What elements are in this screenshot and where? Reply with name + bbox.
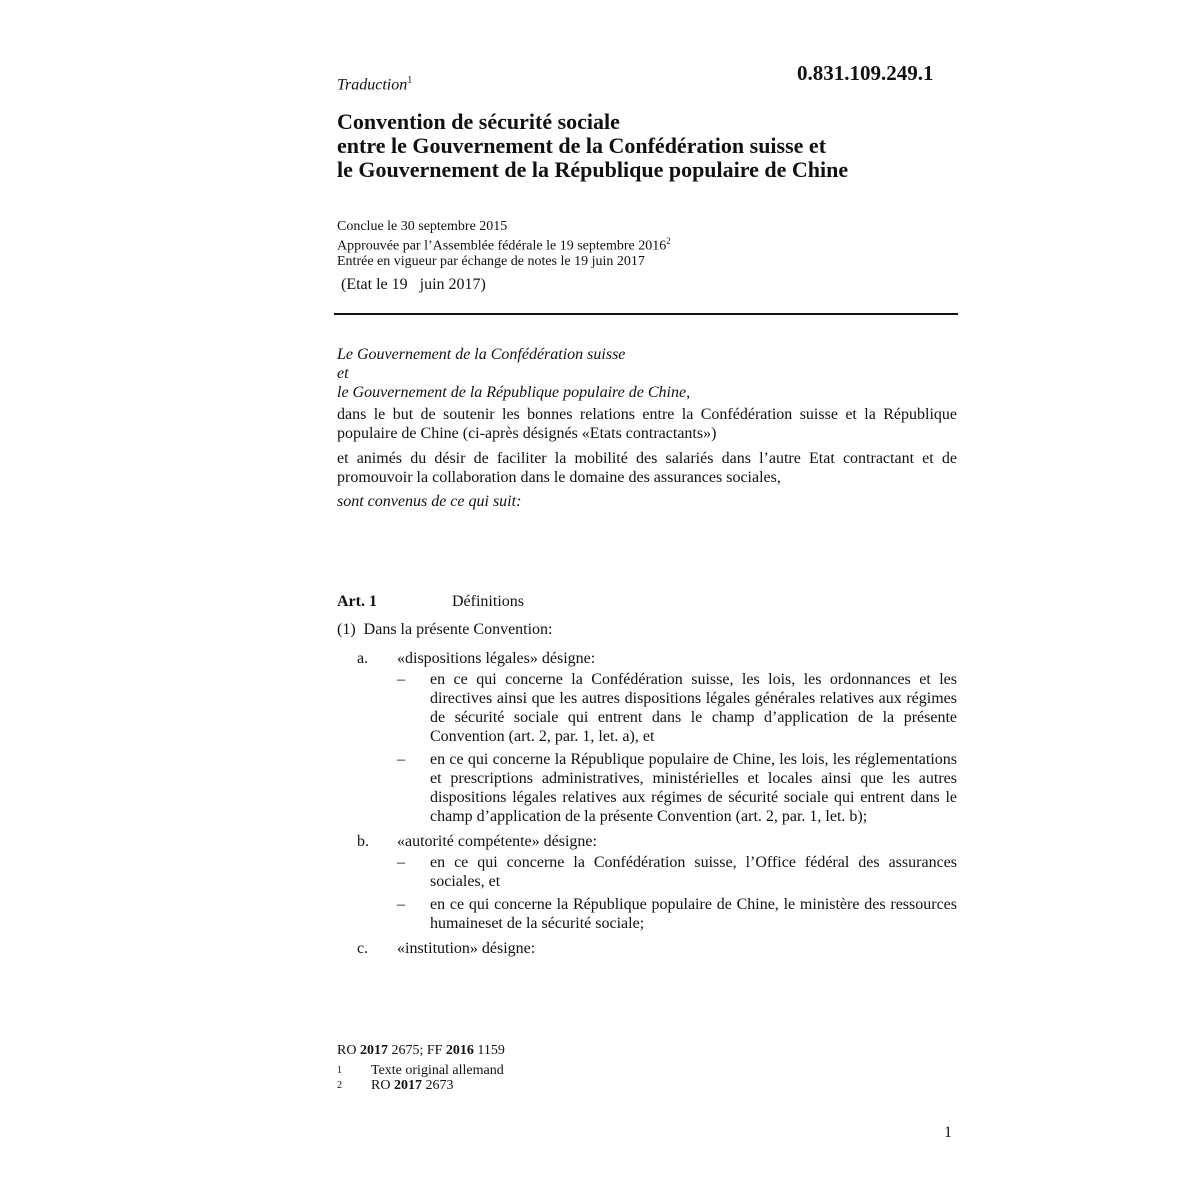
footnote-number: 1	[337, 1065, 342, 1076]
meta-entree: Entrée en vigueur par échange de notes le 19 juin 2017	[337, 253, 645, 269]
src-ro-year: 2017	[359, 1043, 388, 1058]
preamble-party1: Le Gouvernement de la Confédération suisse	[337, 346, 626, 363]
article-label: Art. 1	[337, 593, 377, 610]
fn2-rest: 2673	[421, 1078, 454, 1093]
article-paragraph-1: (1) Dans la présente Convention:	[337, 621, 553, 638]
footnote-text: Texte original allemand	[371, 1063, 504, 1078]
dash-marker: –	[397, 896, 405, 913]
item-text: «autorité compétente» désigne:	[397, 833, 597, 850]
dash-marker: –	[397, 751, 405, 768]
traduction-label	[337, 75, 412, 94]
title-line: entre le Gouvernement de la Confédération suisse et	[337, 133, 827, 158]
src-ff-rest: 1159	[473, 1043, 505, 1058]
item-letter: c.	[357, 940, 369, 957]
definition-item-c	[357, 939, 957, 958]
dash-marker: –	[397, 854, 405, 871]
src-ro-rest: 2675; FF	[387, 1043, 446, 1058]
sub-item	[397, 895, 957, 933]
footnote-ref[interactable]: 1	[407, 75, 413, 86]
src-ff-year: 2016	[445, 1043, 474, 1058]
fn2-year: 2017	[393, 1078, 422, 1093]
dash-marker: –	[397, 671, 405, 688]
document-number: 0.831.109.249.1	[797, 61, 934, 85]
article-title: Définitions	[452, 593, 524, 610]
document-title	[337, 110, 957, 182]
footnote-number: 2	[337, 1080, 342, 1091]
header-divider	[334, 313, 958, 315]
item-letter: b.	[357, 833, 369, 850]
sub-text: en ce qui concerne la République populaire de Chine, les lois, les réglementations et prescriptions administratives, ministérielles et locales ainsi que les autres dispositions légales relatives aux régimes de sécurité sociale qui entrent dans le champ d’application de la présente Convention (art. 2, par. 1, let. b);	[430, 751, 957, 825]
article-heading	[337, 593, 524, 611]
preamble-party2: le Gouvernement de la République populaire de Chine,	[337, 384, 691, 401]
preamble-para2: et animés du désir de faciliter la mobilité des salariés dans l’autre Etat contractant et de promouvoir la collaboration dans le domaine des assurances sociales,	[337, 450, 957, 486]
footnote-2	[337, 1078, 453, 1093]
preamble-para1: dans le but de soutenir les bonnes relations entre la Confédération suisse et la République populaire de Chine (ci-après désignés «Etats contractants»)	[337, 406, 957, 442]
definition-list	[357, 649, 957, 958]
sub-text: en ce qui concerne la Confédération suisse, les lois, les ordonnances et les directives ainsi que les autres dispositions légales générales relatives aux régimes de sécurité sociale qui entrent dans le champ d’application de la présente Convention (art. 2, par. 1, let. a), et	[430, 671, 957, 745]
fn2-ro: RO	[371, 1078, 394, 1093]
footnote-ref[interactable]: 2	[666, 236, 671, 246]
meta-etat: (Etat le 19 juin 2017)	[341, 276, 486, 293]
definition-item-b	[357, 832, 957, 851]
sub-item	[397, 750, 957, 826]
document-meta	[337, 219, 671, 269]
meta-conclue: Conclue le 30 septembre 2015	[337, 219, 508, 234]
preamble-et: et	[337, 365, 349, 382]
source-reference	[337, 1043, 505, 1059]
src-ro: RO	[337, 1043, 360, 1058]
item-text: «institution» désigne:	[397, 940, 536, 957]
sub-text: en ce qui concerne la République populaire de Chine, le ministère des ressources humaineset de la sécurité sociale;	[430, 896, 957, 932]
footnote-1	[337, 1063, 504, 1078]
page-number: 1	[944, 1124, 952, 1141]
preamble	[337, 345, 957, 511]
sub-item	[397, 853, 957, 891]
title-line: le Gouvernement de la République populaire de Chine	[337, 157, 849, 182]
sub-text: en ce qui concerne la Confédération suisse, l’Office fédéral des assurances sociales, et	[430, 854, 957, 890]
meta-approuvee	[337, 234, 671, 254]
traduction-text: Traduction	[337, 76, 408, 94]
item-text: «dispositions légales» désigne:	[397, 650, 596, 667]
definition-item-a	[357, 649, 957, 668]
title-line: Convention de sécurité sociale	[337, 109, 620, 134]
meta-approuvee-text: Approuvée par l’Assemblée fédérale le 19 septembre 2016	[337, 238, 667, 254]
preamble-closing: sont convenus de ce qui suit:	[337, 493, 522, 510]
item-letter: a.	[357, 650, 369, 667]
sub-item	[397, 670, 957, 746]
